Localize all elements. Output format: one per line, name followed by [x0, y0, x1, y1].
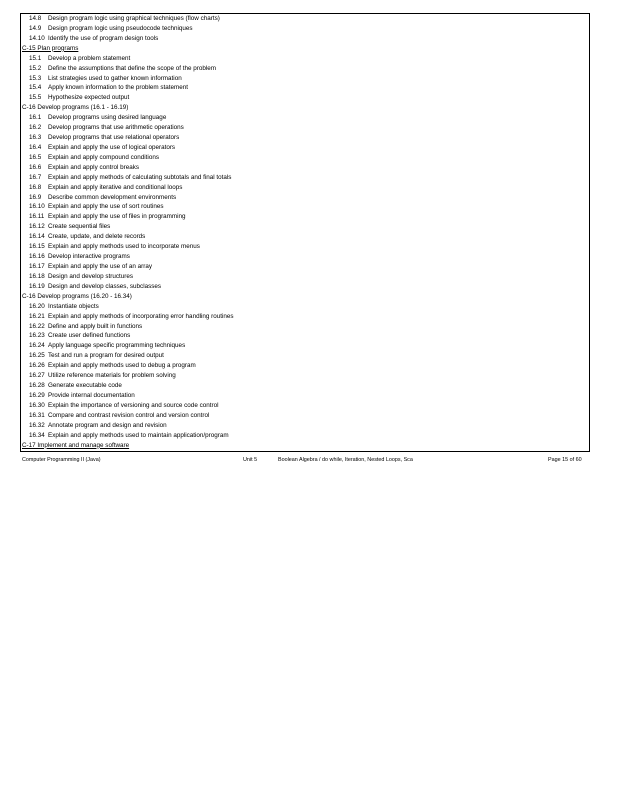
competency-number: 16.29: [29, 391, 45, 399]
competency-number: 16.9: [29, 193, 42, 201]
competency-heading-text: C-17 Implement and manage software: [22, 441, 130, 449]
competency-item: [29, 252, 130, 262]
competency-item: [29, 173, 231, 183]
competency-heading: [22, 292, 132, 302]
competency-text: Provide internal documentation: [48, 391, 135, 399]
competency-item: [29, 431, 229, 441]
competency-number: 16.17: [29, 263, 45, 270]
competency-number: 16.30: [29, 401, 45, 409]
competency-text: Compare and contrast revision control and version control: [48, 411, 210, 419]
competency-text: Generate executable code: [48, 382, 122, 390]
competency-text: Describe common development environments: [48, 193, 177, 201]
competency-item: [29, 163, 139, 173]
competency-number: 16.34: [29, 431, 45, 439]
competency-item: [29, 302, 99, 312]
competency-text: Develop interactive programs: [48, 253, 130, 261]
competency-text: Explain and apply control breaks: [48, 163, 140, 171]
competency-heading: [22, 103, 128, 113]
competency-item: [29, 74, 182, 84]
competency-item: [29, 322, 142, 332]
competency-number: 16.18: [29, 272, 45, 280]
competency-number: 16.26: [29, 362, 45, 370]
competency-item: [29, 341, 185, 351]
competency-number: 16.21: [29, 312, 45, 320]
competency-number: 16.5: [29, 153, 42, 161]
competency-text: Create user defined functions: [48, 332, 131, 340]
competency-text: Develop programs that use arithmetic operations: [48, 124, 184, 132]
competency-number: 16.14: [29, 233, 45, 241]
competency-number: 15.1: [29, 54, 42, 62]
competency-number: 16.4: [29, 143, 42, 151]
competency-text: Create sequential files: [48, 223, 111, 231]
competency-number: 16.2: [29, 124, 42, 132]
footer-unit: Unit 5: [243, 457, 258, 463]
competency-item: [29, 391, 135, 401]
competency-number: 16.11: [29, 213, 45, 221]
competency-text: Create, update, and delete records: [48, 233, 146, 241]
footer-page-number: Page 15 of 60: [548, 457, 582, 463]
competency-item: [29, 143, 175, 153]
competency-item: [29, 133, 179, 143]
competency-text: Explain and apply iterative and conditional loops: [48, 183, 183, 191]
competency-item: [29, 232, 145, 242]
competency-number: 14.10: [29, 34, 45, 42]
competency-list-frame: [20, 13, 590, 452]
competency-number: 16.16: [29, 253, 45, 261]
competency-text: Design program logic using pseudocode techniques: [48, 24, 193, 32]
competency-number: 16.12: [29, 223, 45, 231]
competency-number: 16.20: [29, 302, 45, 310]
competency-item: [29, 34, 158, 44]
competency-number: 15.4: [29, 84, 42, 92]
competency-item: [29, 331, 130, 341]
competency-number: 16.1: [29, 114, 42, 122]
competency-text: Instantiate objects: [48, 302, 99, 310]
competency-heading: [22, 441, 129, 451]
competency-item: [29, 153, 159, 163]
competency-number: 16.31: [29, 411, 45, 419]
page-footer: [20, 455, 590, 465]
competency-number: 16.24: [29, 342, 45, 350]
footer-topic: Boolean Algebra / do while, Iteration, Nested Loops, Sca: [278, 457, 413, 463]
competency-text: Test and run a program for desired output: [48, 352, 164, 360]
competency-text: List strategies used to gather known information: [48, 74, 182, 82]
competency-item: [29, 113, 166, 123]
competency-number: 16.28: [29, 382, 45, 390]
competency-number: 16.15: [29, 243, 45, 251]
competency-item: [29, 272, 133, 282]
competency-text: Explain and apply the use of an array: [48, 263, 152, 270]
competency-text: Define the assumptions that define the scope of the problem: [48, 64, 217, 72]
competency-item: [29, 421, 167, 431]
competency-item: [29, 371, 176, 381]
competency-item: [29, 262, 152, 272]
competency-item: [29, 14, 220, 24]
competency-text: Identify the use of program design tools: [48, 34, 159, 42]
competency-item: [29, 351, 164, 361]
competency-item: [29, 83, 188, 93]
competency-item: [29, 212, 186, 222]
competency-number: 16.32: [29, 421, 45, 429]
competency-number: 14.9: [29, 24, 42, 32]
competency-text: Explain and apply the use of logical operators: [48, 143, 176, 151]
competency-item: [29, 54, 130, 64]
competency-item: [29, 411, 209, 421]
competency-item: [29, 312, 234, 322]
competency-text: Explain the importance of versioning and source code control: [48, 401, 219, 409]
competency-heading-text: C-16 Develop programs (16.20 - 16.34): [22, 292, 132, 300]
competency-text: Explain and apply the use of files in programming: [48, 213, 186, 221]
competency-number: 16.23: [29, 332, 45, 340]
competency-item: [29, 381, 122, 391]
competency-item: [29, 282, 161, 292]
competency-item: [29, 193, 176, 203]
competency-text: Develop a problem statement: [48, 54, 131, 62]
competency-item: [29, 123, 184, 133]
competency-heading-text: C-15 Plan programs: [22, 44, 79, 52]
competency-text: Explain and apply methods of calculating subtotals and final totals: [48, 173, 232, 181]
competency-heading-text: C-16 Develop programs (16.1 - 16.19): [22, 104, 129, 112]
competency-number: 16.8: [29, 183, 42, 191]
competency-text: Design and develop classes, subclasses: [48, 282, 162, 290]
competency-item: [29, 401, 218, 411]
competency-text: Define and apply built in functions: [48, 322, 143, 330]
competency-text: Hypothesize expected output: [48, 94, 130, 102]
footer-course: Computer Programming II (Java): [22, 457, 101, 463]
competency-number: 16.22: [29, 322, 45, 330]
competency-number: 16.10: [29, 203, 45, 211]
competency-item: [29, 202, 164, 212]
competency-number: 16.27: [29, 372, 45, 380]
competency-text: Develop programs that use relational operators: [48, 134, 180, 142]
competency-text: Explain and apply methods used to debug a program: [48, 362, 196, 370]
competency-text: Explain and apply methods used to maintain application/program: [48, 431, 229, 439]
competency-text: Design program logic using graphical techniques (flow charts): [48, 15, 220, 22]
competency-heading: [22, 44, 78, 54]
competency-number: 15.5: [29, 94, 42, 102]
competency-text: Explain and apply methods used to incorporate menus: [48, 243, 200, 251]
competency-number: 16.6: [29, 163, 42, 171]
competency-text: Utilize reference materials for problem solving: [48, 372, 176, 380]
competency-item: [29, 222, 110, 232]
competency-item: [29, 242, 200, 252]
competency-text: Annotate program and design and revision: [48, 421, 167, 429]
competency-number: 15.2: [29, 64, 42, 72]
competency-number: 15.3: [29, 74, 42, 82]
competency-item: [29, 183, 182, 193]
competency-text: Develop programs using desired language: [48, 114, 167, 122]
competency-item: [29, 24, 193, 34]
competency-item: [29, 64, 216, 74]
competency-text: Explain and apply methods of incorporating error handling routines: [48, 312, 234, 320]
competency-number: 16.19: [29, 282, 45, 290]
competency-item: [29, 93, 129, 103]
competency-text: Explain and apply compound conditions: [48, 153, 159, 161]
competency-number: 16.25: [29, 352, 45, 360]
competency-number: 16.3: [29, 134, 42, 142]
competency-text: Explain and apply the use of sort routines: [48, 203, 164, 211]
competency-number: 16.7: [29, 173, 42, 181]
competency-text: Design and develop structures: [48, 272, 134, 280]
competency-text: Apply known information to the problem statement: [48, 84, 189, 92]
competency-number: 14.8: [29, 15, 42, 22]
competency-item: [29, 361, 196, 371]
competency-text: Apply language specific programming techniques: [48, 342, 186, 350]
